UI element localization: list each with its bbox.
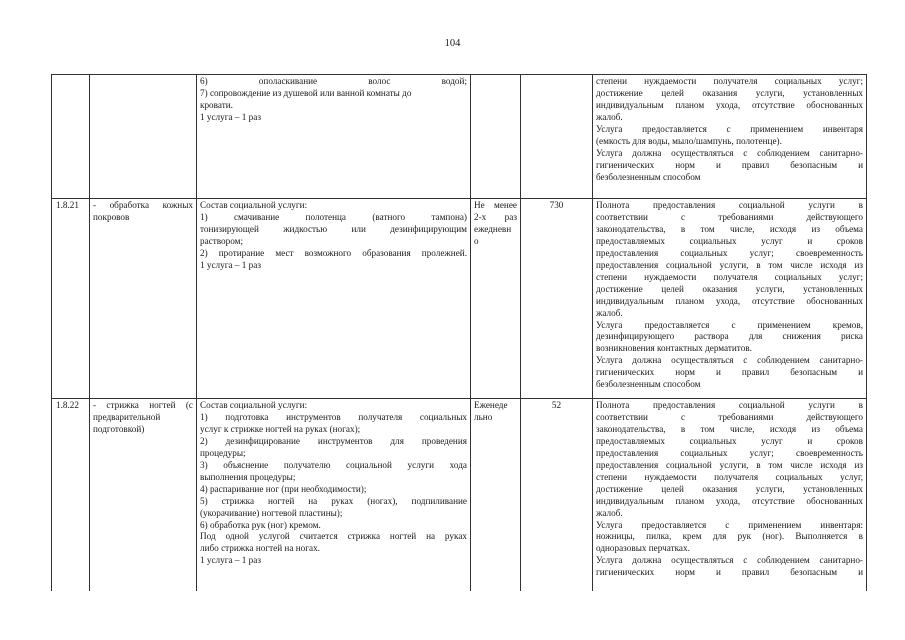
text-line: предоставления социальной услуги, в том числе исходя из [596, 259, 863, 270]
text-line: 7) сопровождение из душевой или ванной комнаты до [200, 87, 412, 98]
text-line: Услуга предоставляется с применением инвентаря [596, 123, 863, 134]
text-line: безболезненным способом [596, 171, 701, 182]
quantity-cell [521, 75, 593, 199]
text-line: достижение целей оказания услуги, установленных [596, 283, 863, 294]
text-line: гигиенических норм и правил безопасным и [596, 567, 863, 578]
text-line: законодательства, в том числе, исходя из объема [596, 223, 863, 234]
quantity-cell: 730 [521, 199, 593, 399]
text-line: услуг к стрижке ногтей на руках (ногах); [200, 423, 361, 434]
text-line: предоставления социальных услуг; своевременность [596, 447, 863, 458]
text-line: жалоб. [596, 507, 623, 518]
services-table [51, 74, 867, 591]
text-line: льно [474, 411, 493, 422]
text-line: степени нуждаемости получателя социальных услуг, [596, 471, 863, 482]
text-line: Услуга предоставляется с применением инвентаря: [596, 519, 863, 530]
text-line: соответствии с требованиями действующего [596, 411, 863, 422]
text-line: 1 услуга – 1 раз [200, 555, 261, 566]
text-line: Полнота предоставления социальной услуги в [596, 200, 863, 210]
text-line: предварительной [93, 411, 161, 422]
text-line: кровати. [200, 99, 233, 110]
text-line: индивидуальным планом ухода, отсутствие обоснованных [596, 99, 863, 110]
service-content-cell [197, 75, 471, 199]
text-line: Не менее [474, 200, 517, 210]
quality-criteria-cell [593, 75, 867, 199]
text-line: жалоб. [596, 307, 623, 318]
text-line: либо стрижка ногтей на ногах. [200, 543, 320, 554]
text-line: Состав социальной услуги: [200, 400, 308, 410]
text-line: раствором; [200, 235, 244, 246]
service-content-cell [197, 199, 471, 399]
text-line: достижение целей оказания услуги, установленных [596, 87, 863, 98]
text-line: Полнота предоставления социальной услуги в [596, 400, 863, 410]
text-line: - обработка кожных [93, 200, 193, 210]
frequency-cell [471, 399, 521, 592]
service-name-cell [90, 399, 197, 592]
text-line: достижение целей оказания услуги, установленных [596, 483, 863, 494]
text-line: законодательства, в том числе, исходя из объема [596, 423, 863, 434]
text-line: Услуга должна осуществляться с соблюдением санитарно- [596, 147, 863, 158]
frequency-cell [471, 199, 521, 399]
text-line: тонизирующей жидкостью или дезинфицирующим [200, 223, 467, 234]
service-content-cell [197, 399, 471, 592]
text-line: (укорачивание) ногтевой пластины); [200, 507, 343, 518]
text-line: процедуры; [200, 447, 246, 458]
text-line: одноразовых перчатках. [596, 543, 690, 554]
table-row [52, 199, 867, 399]
text-line: 2-х раз [474, 211, 517, 222]
text-line: покровов [93, 211, 130, 222]
table-row [52, 75, 867, 199]
text-line: 2) протирание мест возможного образования пролежней. [200, 247, 467, 258]
text-line: подготовкой) [93, 423, 145, 434]
text-line: Еженеде [474, 400, 508, 410]
text-line: (емкость для воды, мыло/шампунь, полотенце). [596, 135, 782, 146]
text-line: 5) стрижка ногтей на руках (ногах), подпиливание [200, 495, 467, 506]
text-line: Услуга предоставляется с применением кремов, [596, 319, 863, 330]
text-line: ножницы, пилка, крем для рук (ног). Выполняется в [596, 531, 863, 542]
text-line: возникновения контактных дерматитов. [596, 343, 752, 354]
text-line: степени нуждаемости получателя социальных услуг; [596, 76, 863, 86]
text-line: - стрижка ногтей (с [93, 400, 193, 410]
text-line: Под одной услугой считается стрижка ногтей на руках [200, 531, 467, 542]
text-line: Услуга должна осуществляться с соблюдением санитарно- [596, 355, 863, 366]
text-line: выполнения процедуры; [200, 471, 296, 482]
text-line: безболезненным способом [596, 379, 701, 390]
service-code-cell: 1.8.22 [52, 399, 90, 592]
text-line: гигиенических норм и правил безопасным и [596, 159, 863, 170]
quality-criteria-cell [593, 399, 867, 592]
text-line: 1) подготовка инструментов получателя социальных [200, 411, 467, 422]
text-line: Услуга должна осуществляться с соблюдением санитарно- [596, 555, 863, 566]
text-line: предоставления социальных услуг; своевременность [596, 247, 863, 258]
text-line: Состав социальной услуги: [200, 200, 308, 210]
text-line: о [474, 235, 479, 246]
text-line: предоставления социальной услуги, в том числе исходя из [596, 459, 863, 470]
text-line: 2) дезинфицирование инструментов для проведения [200, 435, 467, 446]
text-line: предоставляемых социальных услуг и сроков [596, 235, 863, 246]
text-line: индивидуальным планом ухода, отсутствие обоснованных [596, 295, 863, 306]
text-line: 3) объяснение получателю социальной услуги хода [200, 459, 467, 470]
text-line: предоставляемых социальных услуг и сроков [596, 435, 863, 446]
text-line: 1) смачивание полотенца (ватного тампона) [200, 211, 467, 222]
text-line: 4) распаривание ног (при необходимости); [200, 483, 367, 494]
quality-criteria-cell [593, 199, 867, 399]
page-number: 104 [444, 38, 461, 49]
service-code-cell [52, 75, 90, 199]
text-line: 6) обработка рук (ног) кремом. [200, 519, 321, 530]
text-line: степени нуждаемости получателя социальных услуг; [596, 271, 863, 282]
text-line: дезинфицирующего раствора для снижения риска [596, 331, 863, 342]
frequency-cell [471, 75, 521, 199]
text-line: жалоб. [596, 111, 623, 122]
text-line: 6) ополаскивание волос водой; [200, 76, 467, 86]
text-line: ежедневн [474, 223, 512, 234]
text-line: гигиенических норм и правил безопасным и [596, 367, 863, 378]
service-name-cell [90, 199, 197, 399]
quantity-cell: 52 [521, 399, 593, 592]
table-row [52, 399, 867, 592]
service-name-cell [90, 75, 197, 199]
text-line: 1 услуга – 1 раз [200, 111, 261, 122]
text-line: соответствии с требованиями действующего [596, 211, 863, 222]
text-line: индивидуальным планом ухода, отсутствие обоснованных [596, 495, 863, 506]
service-code-cell: 1.8.21 [52, 199, 90, 399]
text-line: 1 услуга – 1 раз [200, 259, 261, 270]
